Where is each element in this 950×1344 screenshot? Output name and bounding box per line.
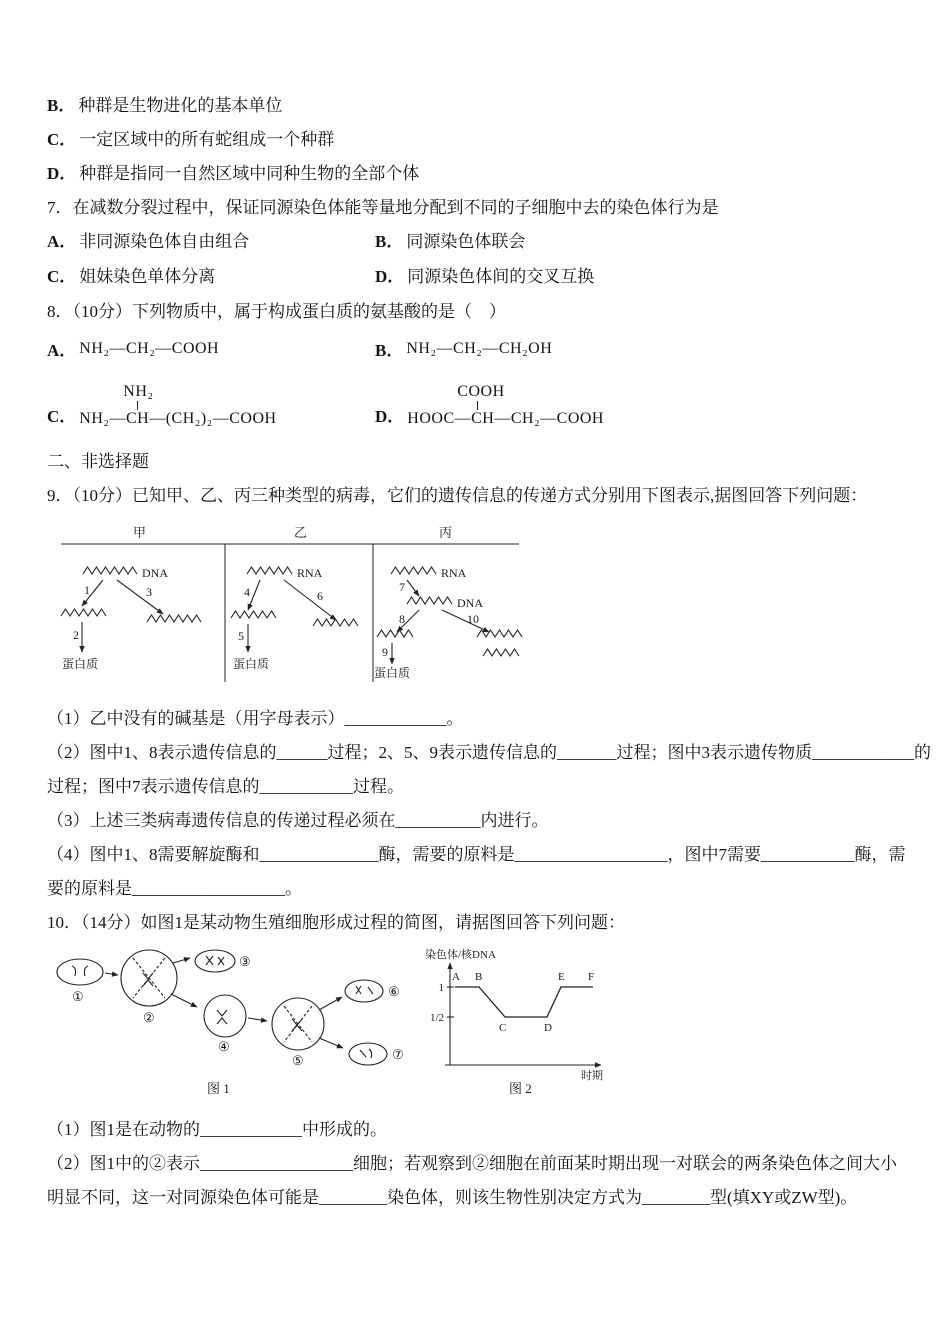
q7-option-b <box>375 232 525 251</box>
protein-label: 蛋白质 <box>374 666 411 680</box>
q9-virus-diagram <box>47 520 906 693</box>
diagram-frame <box>61 544 519 682</box>
formula-top-group: COOH <box>457 383 505 400</box>
strand-wave <box>147 615 201 622</box>
q7-option-d <box>375 267 594 286</box>
option-text: 同源染色体间的交叉互换 <box>407 267 595 286</box>
dna-label: DNA <box>142 566 168 580</box>
chemical-formula-d <box>407 383 604 428</box>
option-letter: D． <box>47 164 77 183</box>
q7-option-a <box>47 232 375 251</box>
protein-label: 蛋白质 <box>62 657 99 671</box>
option-line-c <box>47 130 906 149</box>
q7-options-row-1 <box>47 232 906 251</box>
cell-2-number: ② <box>143 1010 155 1025</box>
ratio-curve <box>455 987 593 1017</box>
chromosome <box>143 973 153 979</box>
arrow-3 <box>117 580 163 614</box>
dna-label: DNA <box>457 596 483 610</box>
y-tick-label-1: 1 <box>438 982 444 994</box>
q10-meiosis-diagram <box>47 947 906 1104</box>
option-letter: B． <box>375 341 404 360</box>
q10-sub1: （1）图1是在动物的____________中形成的。 <box>47 1120 387 1139</box>
q8-option-a <box>47 336 375 361</box>
q10-sub2-line1: （2）图1中的②表示__________________细胞；若观察到②细胞在前面某时期出现一对联会的两条染色体之间大小 <box>47 1154 897 1173</box>
cell-1-outline <box>57 959 103 985</box>
fig2-axes <box>445 963 601 1065</box>
q7-option-c <box>47 267 375 286</box>
cell-4-outline <box>204 995 246 1037</box>
cell-7-outline <box>349 1043 387 1065</box>
option-letter: C． <box>47 267 77 286</box>
q9-sub1: （1）乙中没有的碱基是（用字母表示）____________。 <box>47 709 464 728</box>
q8-options-row-ab <box>47 336 906 361</box>
rna-wave <box>247 567 292 574</box>
chemical-formula-c <box>79 383 276 428</box>
q8-option-d <box>375 383 604 428</box>
fig2-y-axis-label: 染色体/核DNA <box>425 949 496 961</box>
strand-wave <box>231 611 276 618</box>
option-letter: A． <box>47 341 77 360</box>
q7-options-row-2 <box>47 267 906 286</box>
chromosome <box>217 1018 227 1024</box>
arrow-7 <box>407 580 419 596</box>
point-label-a: A <box>452 971 460 983</box>
strand-wave <box>483 649 519 656</box>
rna-wave <box>391 567 436 574</box>
fig1-caption: 图 1 <box>207 1081 230 1096</box>
q8-stem: 8．（10分）下列物质中，属于构成蛋白质的氨基酸的是（ ） <box>47 302 506 321</box>
point-label-c: C <box>499 1022 507 1034</box>
meiosis-figure <box>47 947 617 1099</box>
chromosome <box>360 1050 366 1057</box>
point-label-e: E <box>558 971 565 983</box>
virus-a-strands <box>61 567 201 652</box>
chromosome <box>217 1010 227 1016</box>
column-header-bing: 丙 <box>439 525 453 540</box>
arrow-cell2-cell3 <box>173 958 190 963</box>
cell-4-number: ④ <box>218 1039 230 1054</box>
arrow-cell5-cell7 <box>319 1038 343 1048</box>
chromosome <box>84 966 88 976</box>
bond-line <box>477 401 478 410</box>
option-letter: B． <box>47 96 76 115</box>
column-header-jia: 甲 <box>133 525 147 540</box>
arrow-1-number: 1 <box>84 583 90 597</box>
cell-6-outline <box>345 980 383 1002</box>
rna-label: RNA <box>297 566 323 580</box>
arrow-cell5-cell6 <box>319 997 342 1010</box>
strand-wave <box>377 630 413 637</box>
q9-sub4-line2: 要的原料是__________________。 <box>47 879 302 898</box>
arrow-9-number: 9 <box>382 645 388 659</box>
cell-1-number: ① <box>72 989 84 1004</box>
chemical-formula-b: NH₂—CH₂—CH₂OH <box>406 339 553 357</box>
cell-5-number: ⑤ <box>292 1053 304 1068</box>
cell-6-number: ⑥ <box>388 984 400 999</box>
arrow-4-number: 4 <box>244 585 250 599</box>
q10-sub2-line2: 明显不同，这一对同源染色体可能是________染色体，则该生物性别决定方式为________型(填XY或ZW型)。 <box>47 1188 858 1207</box>
strand-wave <box>477 630 522 637</box>
arrow-3-number: 3 <box>146 585 152 599</box>
fig2-caption: 图 2 <box>509 1081 532 1096</box>
chemical-formula-a: NH₂—CH₂—COOH <box>79 339 220 357</box>
arrow-10-number: 10 <box>467 612 479 626</box>
option-text: 非同源染色体自由组合 <box>79 232 250 251</box>
arrow-7-number: 7 <box>399 580 405 594</box>
cell-7-number: ⑦ <box>392 1047 404 1062</box>
q8-options-row-cd <box>47 383 906 428</box>
point-label-d: D <box>544 1022 552 1034</box>
formula-main-chain: HOOC—CH—CH₂—COOH <box>407 410 604 427</box>
virus-b-strands <box>231 567 358 652</box>
chromosome <box>368 987 373 994</box>
dna-wave <box>407 597 452 604</box>
point-label-f: F <box>588 971 595 983</box>
y-tick-label-half: 1/2 <box>429 1012 444 1024</box>
virus-genetic-flow-figure <box>47 520 527 688</box>
q9-sub2-line1: （2）图中1、8表示遗传信息的______过程；2、5、9表示遗传信息的_______过程；图中3表示遗传物质____________的 <box>47 743 931 762</box>
arrow-10 <box>442 610 489 632</box>
arrow-cell2-cell4 <box>171 994 197 1007</box>
q9-stem: 9．（10分）已知甲、乙、丙三种类型的病毒，它们的遗传信息的传递方式分别用下图表示,据图回答下列问题： <box>47 486 868 505</box>
option-text: 一定区域中的所有蛇组成一个种群 <box>79 130 335 149</box>
option-letter: D． <box>375 407 405 426</box>
arrow-cell4-cell5 <box>248 1018 267 1021</box>
dna-wave <box>83 567 137 574</box>
chromosome <box>72 966 76 976</box>
q9-sub2-line2: 过程；图中7表示遗传信息的___________过程。 <box>47 777 404 796</box>
option-line-b <box>47 96 906 115</box>
rna-label: RNA <box>441 566 467 580</box>
option-line-d <box>47 164 906 183</box>
arrow-5-number: 5 <box>238 629 244 643</box>
formula-top-group: NH₂ <box>123 383 154 400</box>
option-text: 姐妹染色单体分离 <box>79 267 216 286</box>
cell-3-outline <box>195 950 235 972</box>
column-header-yi: 乙 <box>294 525 308 540</box>
arrow-6-number: 6 <box>317 589 323 603</box>
q9-sub4-line1: （4）图中1、8需要解旋酶和______________酶，需要的原料是__________________，图中7需要___________酶，需 <box>47 845 906 864</box>
option-text: 种群是指同一自然区域中同种生物的全部个体 <box>79 164 420 183</box>
cell-3-number: ③ <box>239 954 251 969</box>
point-label-b: B <box>475 971 483 983</box>
arrow-cell1-cell2 <box>105 973 118 975</box>
strand-wave <box>61 609 106 616</box>
arrow-6 <box>284 580 336 620</box>
option-letter: D． <box>375 267 405 286</box>
arrow-2-number: 2 <box>73 628 79 642</box>
formula-main-chain: NH₂—CH—(CH₂)₂—COOH <box>79 410 277 427</box>
q8-option-b <box>375 336 552 361</box>
option-text: 种群是生物进化的基本单位 <box>78 96 283 115</box>
q8-option-c <box>47 383 375 428</box>
q9-sub3: （3）上述三类病毒遗传信息的传递过程必须在__________内进行。 <box>47 811 549 830</box>
q7-stem: 7．在减数分裂过程中，保证同源染色体能等量地分配到不同的子细胞中去的染色体行为是 <box>47 198 719 217</box>
protein-label: 蛋白质 <box>233 657 270 671</box>
fig2-x-axis-label: 时期 <box>581 1070 603 1082</box>
chromosome <box>369 1049 372 1058</box>
option-letter: C． <box>47 130 77 149</box>
bond-line <box>137 401 138 410</box>
q10-stem: 10．（14分）如图1是某动物生殖细胞形成过程的简图，请据图回答下列问题： <box>47 913 625 932</box>
option-letter: A． <box>47 232 77 251</box>
arrow-8-number: 8 <box>399 612 405 626</box>
option-letter: B． <box>375 232 404 251</box>
option-letter: C． <box>47 407 77 426</box>
option-text: 同源染色体联会 <box>406 232 526 251</box>
section-2-title: 二、非选择题 <box>47 452 149 471</box>
